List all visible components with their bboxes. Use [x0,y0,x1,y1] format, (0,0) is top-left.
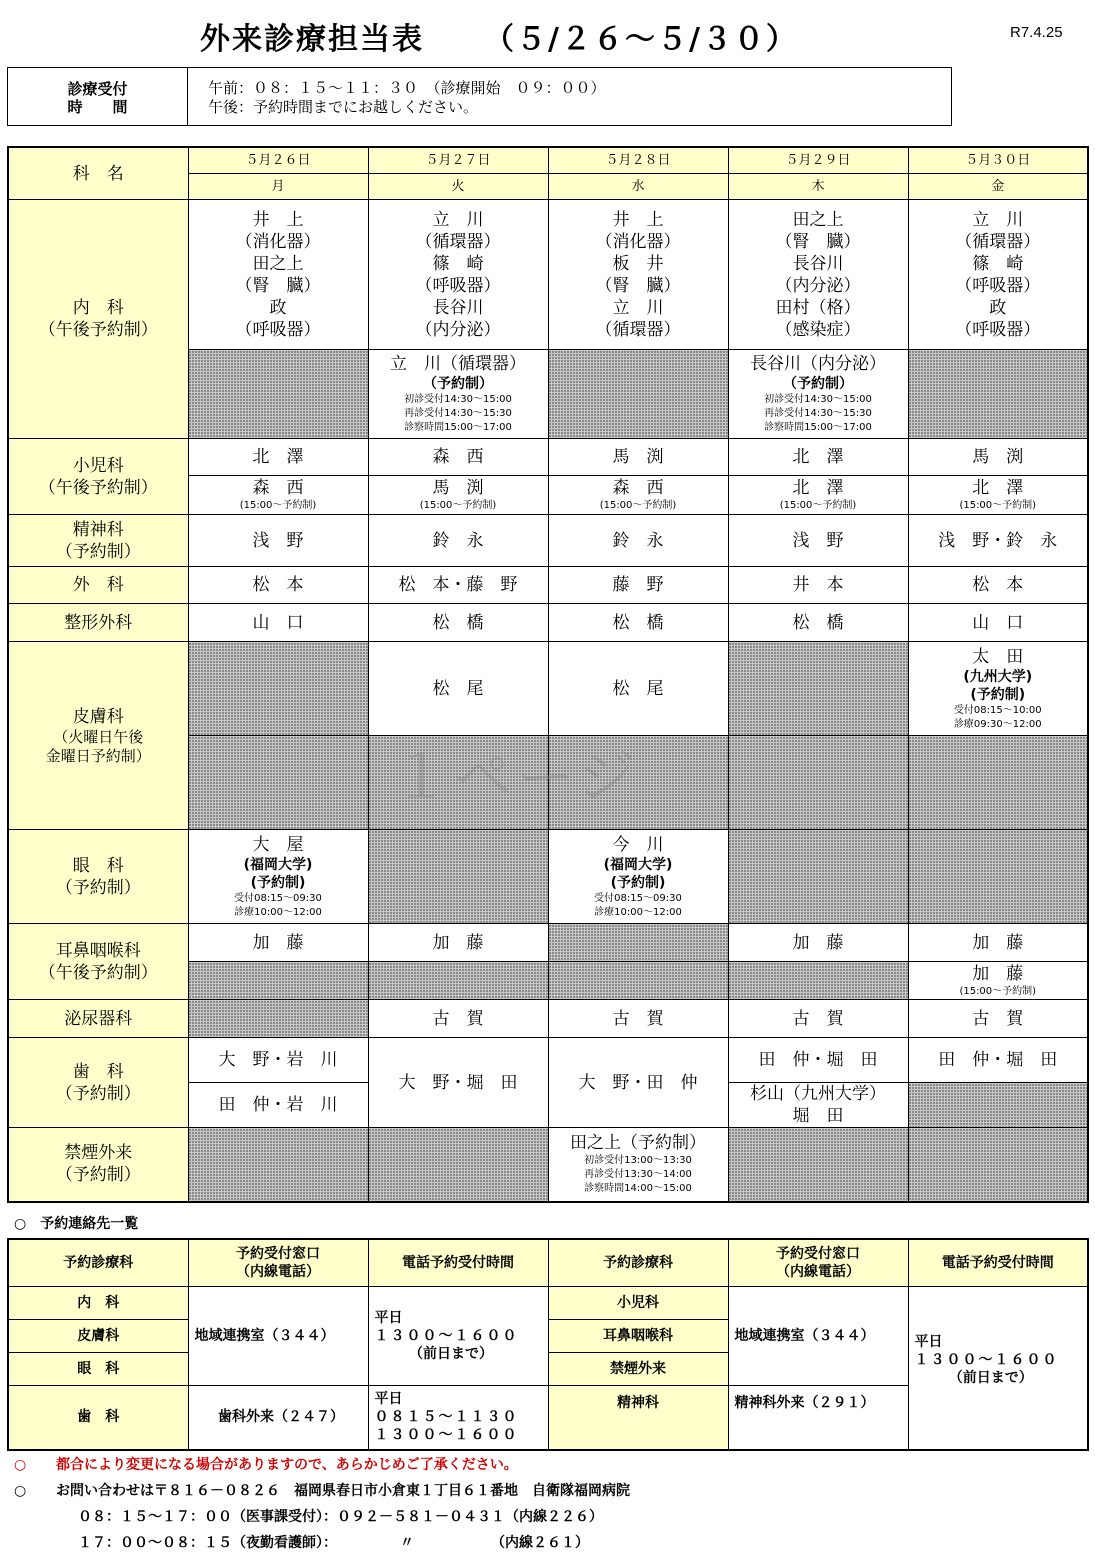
closed-cell [908,1128,1088,1202]
closed-cell [908,350,1088,439]
urology-cell: 古 賀 [368,1000,548,1038]
dept-dermatology: 皮膚科 （火曜日午後 金曜日予約制） [8,642,188,830]
contacts-dept: 小児科 [548,1287,728,1320]
inquiry-day-phone: ０８：１５～１７：００（医事課受付）：０９２－５８１－０４３１（内線２２６） [78,1509,603,1525]
contacts-window: 歯科外来（２４７） [188,1386,368,1450]
contacts-dept: 歯 科 [8,1386,188,1450]
date-header: ５月３０日 [908,147,1088,174]
weekday-header: 月 [188,174,368,200]
urology-cell: 古 賀 [548,1000,728,1038]
contacts-window: 精神科外来（２９１） [728,1386,908,1450]
internal-am-cell: 井 上 （消化器） 田之上 （腎 臓） 政 （呼吸器） [188,200,368,350]
dentistry-cell: 田 仲・岩 川 [188,1083,368,1128]
internal-am-cell: 立 川 （循環器） 篠 崎 （呼吸器） 長谷川 （内分泌） [368,200,548,350]
urology-cell: 古 賀 [908,1000,1088,1038]
closed-cell [728,736,908,830]
orthopedics-cell: 山 口 [188,604,368,642]
weekday-header: 木 [728,174,908,200]
closed-cell [728,642,908,736]
ophthalmology-cell: 大 屋 (福岡大学) (予約制) 受付08:15～09:30 診療10:00～12:00 [188,830,368,924]
pediatrics-am-cell: 馬 渕 [548,439,728,476]
contacts-title: ○ 予約連絡先一覧 [14,1216,139,1232]
pediatrics-am-cell: 馬 渕 [908,439,1088,476]
ent-am-cell: 加 藤 [728,924,908,962]
dentistry-cell: 大 野・堀 田 [368,1038,548,1128]
contacts-time: 平日 １３００～１６００ （前日まで） [908,1287,1088,1450]
dentistry-cell: 田 仲・堀 田 [728,1038,908,1083]
date-header: ５月２６日 [188,147,368,174]
dept-pediatrics: 小児科 （午後予約制） [8,439,188,515]
surgery-cell: 井 本 [728,567,908,604]
dept-ophthalmology: 眼 科 （予約制） [8,830,188,924]
reception-hours-box [7,67,952,126]
dept-header: 科 名 [8,147,188,200]
pediatrics-pm-cell: 北 澤 (15:00～予約制) [908,476,1088,515]
ent-am-cell: 加 藤 [908,924,1088,962]
dentistry-cell: 田 仲・堀 田 [908,1038,1088,1083]
contacts-header-dept: 予約診療科 [8,1239,188,1287]
page-title: 外来診療担当表 （５/２６～５/３０） [200,22,798,57]
dermatology-cell: 太 田 (九州大学) (予約制) 受付08:15～10:00 診療09:30～12:00 [908,642,1088,736]
contacts-header-time: 電話予約受付時間 [368,1239,548,1287]
dept-smoking-cessation: 禁煙外来 （予約制） [8,1128,188,1202]
schedule-table [7,146,1089,1203]
weekday-header: 水 [548,174,728,200]
contacts-header-time: 電話予約受付時間 [908,1239,1088,1287]
closed-cell [188,350,368,439]
contacts-dept: 眼 科 [8,1353,188,1386]
closed-cell [548,350,728,439]
weekday-header: 火 [368,174,548,200]
closed-cell [908,736,1088,830]
contacts-time: 平日 ０８１５～１１３０ １３００～１６００ [368,1386,548,1450]
closed-cell [368,830,548,924]
contacts-window: 地域連携室（３４４） [728,1287,908,1386]
pediatrics-am-cell: 北 澤 [188,439,368,476]
revision-date: R7.4.25 [1010,24,1063,41]
ophthalmology-cell: 今 川 (福岡大学) (予約制) 受付08:15～09:30 診療10:00～12:00 [548,830,728,924]
closed-cell [548,736,728,830]
closed-cell [188,736,368,830]
weekday-header: 金 [908,174,1088,200]
psychiatry-cell: 浅 野 [728,515,908,567]
closed-cell [728,830,908,924]
closed-cell [188,1128,368,1202]
contacts-header-window: 予約受付窓口 （内線電話） [728,1239,908,1287]
surgery-cell: 松 本 [908,567,1088,604]
dept-urology: 泌尿器科 [8,1000,188,1038]
date-header: ５月２９日 [728,147,908,174]
surgery-cell: 松 本・藤 野 [368,567,548,604]
contacts-dept: 禁煙外来 [548,1353,728,1386]
psychiatry-cell: 浅 野・鈴 永 [908,515,1088,567]
contacts-time: 平日 １３００～１６００ （前日まで） [368,1287,548,1386]
pediatrics-am-cell: 北 澤 [728,439,908,476]
pediatrics-am-cell: 森 西 [368,439,548,476]
dentistry-cell: 大 野・岩 川 [188,1038,368,1083]
urology-cell: 古 賀 [728,1000,908,1038]
orthopedics-cell: 松 橋 [368,604,548,642]
dermatology-cell: 松 尾 [368,642,548,736]
dept-surgery: 外 科 [8,567,188,604]
contacts-window: 地域連携室（３４４） [188,1287,368,1386]
closed-cell [908,1083,1088,1128]
contacts-header-dept: 予約診療科 [548,1239,728,1287]
internal-am-cell: 田之上 （腎 臓） 長谷川 （内分泌） 田村（格） （感染症） [728,200,908,350]
page-watermark: １ページ [392,743,639,811]
psychiatry-cell: 浅 野 [188,515,368,567]
reception-hours-label: 診療受付 時 間 [8,68,188,125]
ent-am-cell: 加 藤 [368,924,548,962]
reception-hours-value: 午前：０８：１５～１１：３０ （診療開始 ０９：００） 午後：予約時間までにお越しください。 [208,79,606,116]
smoking-cessation-cell: 田之上（予約制） 初診受付13:00～13:30 再診受付13:30～14:00 診察時間14:00～15:00 [548,1128,728,1202]
pediatrics-pm-cell: 森 西 (15:00～予約制) [188,476,368,515]
notice-change: ○ 都合により変更になる場合がありますので、あらかじめご了承ください。 [14,1457,518,1473]
closed-cell [728,962,908,1000]
contacts-dept: 精神科 [548,1386,728,1450]
orthopedics-cell: 松 橋 [728,604,908,642]
closed-cell [908,830,1088,924]
contacts-table [7,1238,1089,1451]
internal-pm-cell: 立 川（循環器） （予約制） 初診受付14:30～15:00 再診受付14:30～15:30 診察時間15:00～17:00 [368,350,548,439]
closed-cell [368,962,548,1000]
closed-cell [368,1128,548,1202]
date-header: ５月２７日 [368,147,548,174]
contacts-dept: 皮膚科 [8,1320,188,1353]
closed-cell [368,736,548,830]
ent-am-cell: 加 藤 [188,924,368,962]
internal-pm-cell: 長谷川（内分泌） （予約制） 初診受付14:30～15:00 再診受付14:30～15:30 診察時間15:00～17:00 [728,350,908,439]
pediatrics-pm-cell: 北 澤 (15:00～予約制) [728,476,908,515]
closed-cell [548,962,728,1000]
closed-cell [728,1128,908,1202]
date-header: ５月２８日 [548,147,728,174]
closed-cell [188,962,368,1000]
notes [14,1452,630,1556]
dentistry-cell: 杉山（九州大学） 堀 田 [728,1083,908,1128]
pediatrics-pm-cell: 馬 渕 (15:00～予約制) [368,476,548,515]
contacts-dept: 耳鼻咽喉科 [548,1320,728,1353]
dept-psychiatry: 精神科 （予約制） [8,515,188,567]
orthopedics-cell: 山 口 [908,604,1088,642]
contacts-header-window: 予約受付窓口 （内線電話） [188,1239,368,1287]
closed-cell [548,924,728,962]
surgery-cell: 藤 野 [548,567,728,604]
dept-orthopedics: 整形外科 [8,604,188,642]
closed-cell [188,1000,368,1038]
contacts-dept: 内 科 [8,1287,188,1320]
dept-ent: 耳鼻咽喉科 （午後予約制） [8,924,188,1000]
internal-am-cell: 立 川 （循環器） 篠 崎 （呼吸器） 政 （呼吸器） [908,200,1088,350]
ent-pm-cell: 加 藤 (15:00～予約制) [908,962,1088,1000]
pediatrics-pm-cell: 森 西 (15:00～予約制) [548,476,728,515]
dentistry-cell: 大 野・田 仲 [548,1038,728,1128]
orthopedics-cell: 松 橋 [548,604,728,642]
dept-dentistry: 歯 科 （予約制） [8,1038,188,1128]
psychiatry-cell: 鈴 永 [368,515,548,567]
surgery-cell: 松 本 [188,567,368,604]
dept-internal-medicine: 内 科 （午後予約制） [8,200,188,439]
dermatology-cell: 松 尾 [548,642,728,736]
notice-inquiry: ○ お問い合わせは〒８１６－０８２６ 福岡県春日市小倉東１丁目６１番地 自衛隊福岡病院 [14,1483,630,1499]
internal-am-cell: 井 上 （消化器） 板 井 （腎 臓） 立 川 （循環器） [548,200,728,350]
inquiry-night-phone: １７：００～０８：１５（夜勤看護師）： 〃 （内線２６１） [78,1535,589,1551]
psychiatry-cell: 鈴 永 [548,515,728,567]
closed-cell [188,642,368,736]
